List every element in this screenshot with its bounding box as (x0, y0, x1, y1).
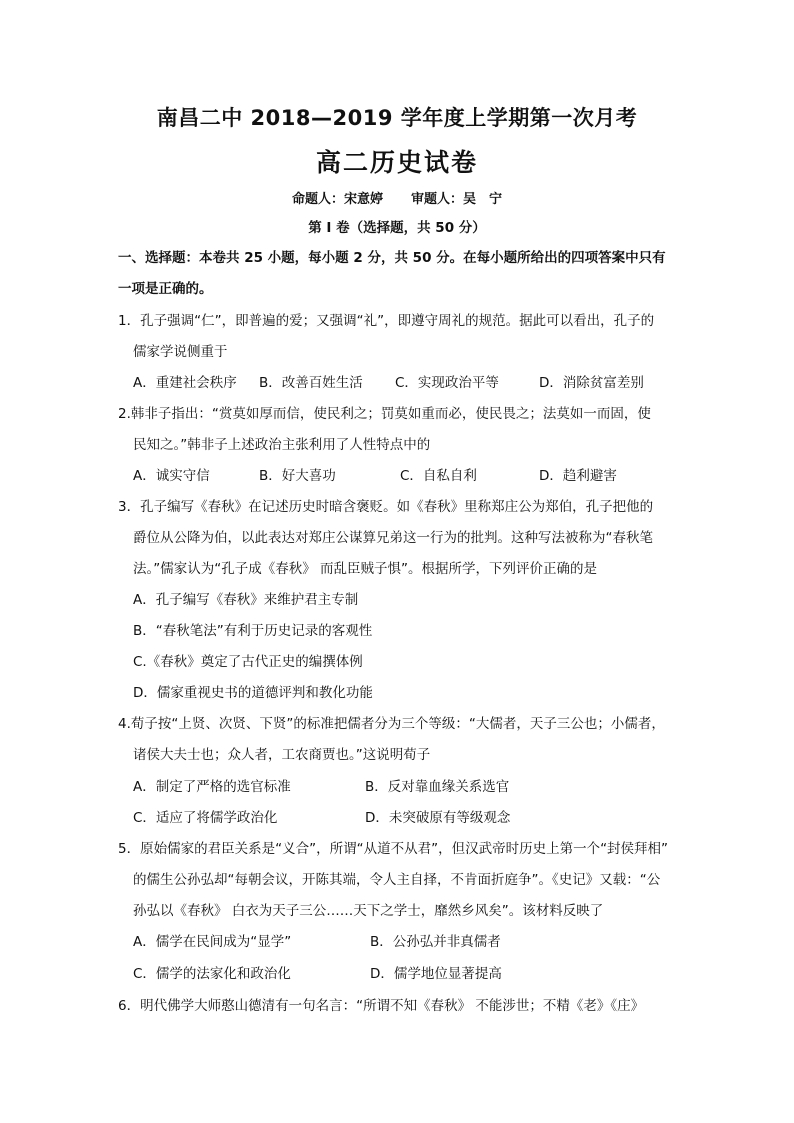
q4-stem-line-1: 4.荀子按“上贤、次贤、下贤”的标准把儒者分为三个等级：“大儒者，天子三公也；小儒者， (118, 716, 665, 732)
q5-option-c[interactable]: C．儒学的法家化和政治化 (133, 966, 291, 982)
q4-option-b[interactable]: B．反对靠血缘关系选官 (365, 779, 510, 795)
q5-stem-line-1: 5．原始儒家的君臣关系是“义合”，所谓“从道不从君”，但汉武帝时历史上第一个“封侯拜相” (118, 841, 669, 857)
section-instructions-line-1: 一、选择题：本卷共 25 小题，每小题 2 分，共 50 分。在每小题所给出的四项答案中只有 (118, 250, 666, 266)
q4-stem-line-2: 诸侯大夫士也；众人者，工农商贾也。”这说明荀子 (133, 747, 431, 763)
q1-option-c[interactable]: C．实现政治平等 (395, 375, 499, 391)
q2-option-b[interactable]: B．好大喜功 (259, 468, 336, 484)
exam-title: 南昌二中 2018—2019 学年度上学期第一次月考 (156, 106, 638, 130)
q1-option-d[interactable]: D．消除贫富差别 (539, 375, 644, 391)
exam-subtitle: 高二历史试卷 (315, 148, 478, 177)
section-instructions-line-2: 一项是正确的。 (118, 281, 213, 297)
reviewer-label: 审题人：吴 宁 (411, 192, 503, 207)
authors-line (0, 188, 794, 207)
q5-option-b[interactable]: B．公孙弘并非真儒者 (370, 934, 501, 950)
part-heading: 第 I 卷（选择题，共 50 分） (308, 220, 486, 236)
q2-stem-line-1: 2.韩非子指出：“赏莫如厚而信，使民利之；罚莫如重而必，使民畏之；法莫如一而固，使 (118, 406, 651, 422)
q1-option-a[interactable]: A．重建社会秩序 (133, 375, 237, 391)
q1-option-b[interactable]: B．改善百姓生活 (259, 375, 363, 391)
q3-stem-line-2: 爵位从公降为伯，以此表达对郑庄公谋算兄弟这一行为的批判。这种写法被称为“春秋笔 (133, 530, 653, 546)
q3-option-d[interactable]: D．儒家重视史书的道德评判和教化功能 (133, 685, 373, 701)
q3-option-c[interactable]: C.《春秋》奠定了古代正史的编撰体例 (133, 654, 363, 670)
q5-option-a[interactable]: A．儒学在民间成为“显学” (133, 934, 292, 950)
q6-stem-line-1: 6．明代佛学大师憨山德清有一句名言：“所谓不知《春秋》 不能涉世；不精《老》《庄》 (118, 998, 645, 1014)
q2-option-d[interactable]: D．趋利避害 (539, 468, 617, 484)
q3-stem-line-3: 法。”儒家认为“孔子成《春秋》 而乱臣贼子惧”。根据所学，下列评价正确的是 (133, 561, 598, 577)
q4-option-a[interactable]: A．制定了严格的选官标准 (133, 779, 291, 795)
q4-option-d[interactable]: D．未突破原有等级观念 (365, 810, 511, 826)
q3-option-a[interactable]: A．孔子编写《春秋》来维护君主专制 (133, 592, 359, 608)
q4-option-c[interactable]: C．适应了将儒学政治化 (133, 810, 278, 826)
q5-stem-line-2: 的儒生公孙弘却“每朝会议，开陈其端，令人主自择，不肯面折庭争”。《史记》又载：“公 (133, 872, 661, 888)
q2-option-a[interactable]: A．诚实守信 (133, 468, 210, 484)
q1-stem-line-1: 1．孔子强调“仁”，即普遍的爱；又强调“礼”，即遵守周礼的规范。据此可以看出，孔子的 (118, 313, 655, 329)
q3-option-b[interactable]: B．“春秋笔法”有利于历史记录的客观性 (133, 623, 373, 639)
q5-option-d[interactable]: D．儒学地位显著提高 (370, 966, 502, 982)
q3-stem-line-1: 3．孔子编写《春秋》在记述历史时暗含褒贬。如《春秋》里称郑庄公为郑伯，孔子把他的 (118, 499, 654, 515)
setter-label: 命题人：宋意婷 (291, 192, 383, 207)
q5-stem-line-3: 孙弘以《春秋》 白衣为天子三公……天下之学士，靡然乡风矣”。该材料反映了 (133, 903, 604, 919)
q2-stem-line-2: 民知之。”韩非子上述政治主张利用了人性特点中的 (133, 437, 431, 453)
q1-stem-line-2: 儒家学说侧重于 (133, 344, 228, 360)
q2-option-c[interactable]: C．自私自利 (400, 468, 477, 484)
